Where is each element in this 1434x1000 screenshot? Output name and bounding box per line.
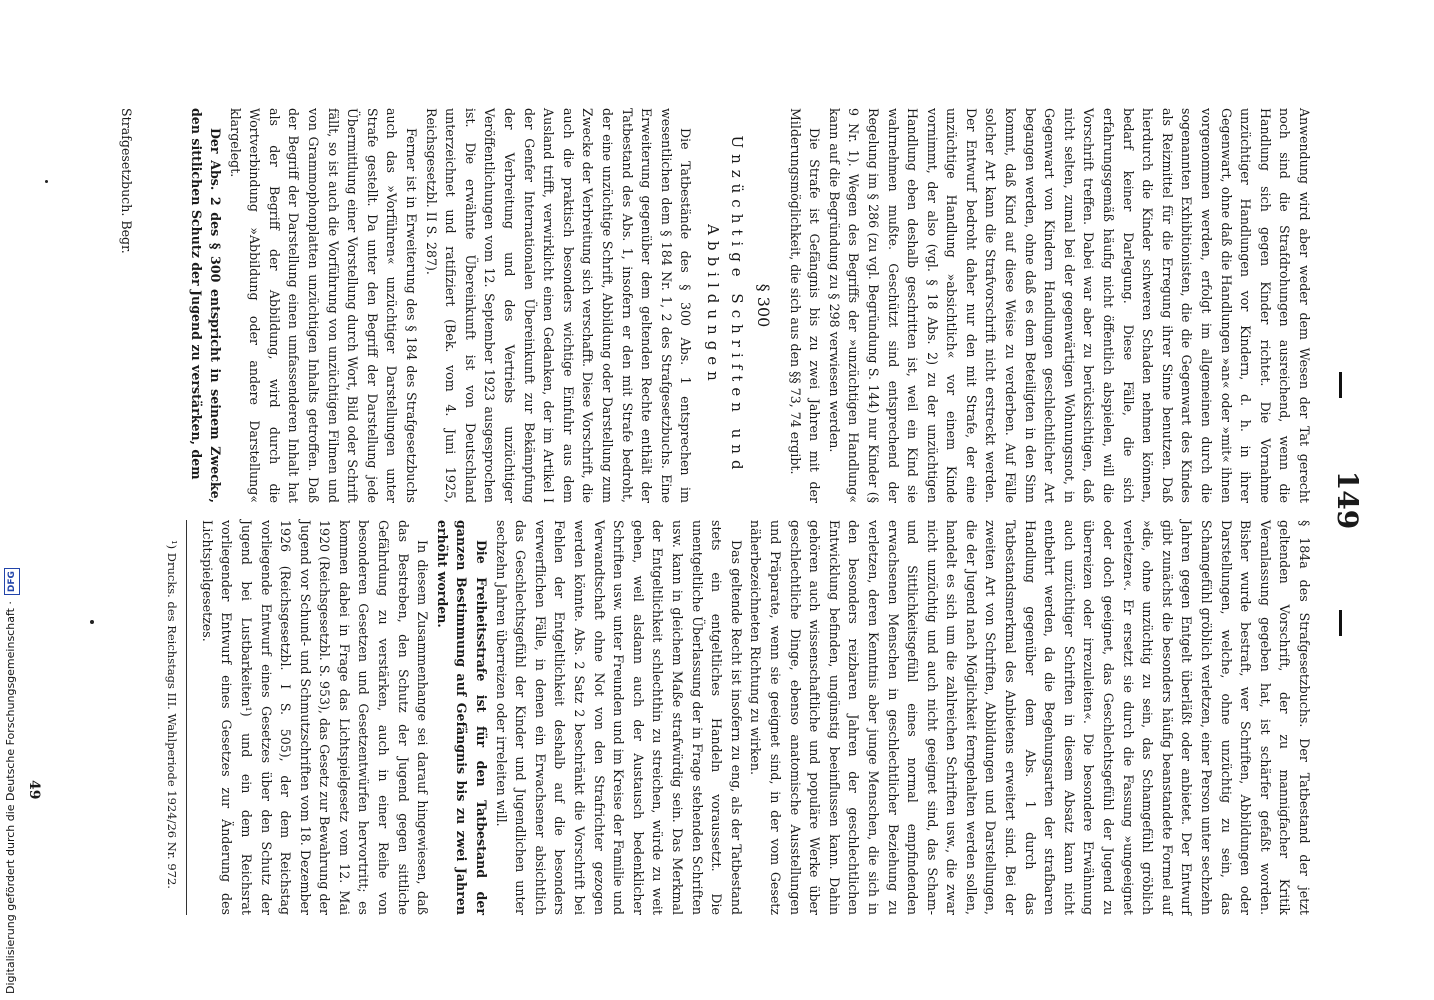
paragraph: Das geltende Recht ist insofern zu eng, als der Tatbestand stets ein entgeltliches Handeln voraussetzt. Die unentgeltliche Überlassung der in Frage stehenden Schriften usw. kann in gleichem Maße strafwürdig sein. Das Merkmal der Entgeltlichkeit schlechthin zu streichen, würde zu weit gehen, weil alsdann auch der Austausch bedenklicher Schriften usw. unter Freunden und im Kreise der Familie und Verwandtschaft ohne Not von den Strafrichter gezogen werden könnte. Abs. 2 Satz 2 beschränkt die Vorschrift bei Fehlen der Entgeltlichkeit deshalb auf die besonders verwerflichen Fälle, in denen ein Erwachsener absichtlich das Geschlechtsgefühl der Kinder und Jugendlichen unter sechzehn Jahren überreizen oder irreleiten will. [493, 520, 744, 915]
digitization-strip [0, 14, 22, 994]
sheet-number: 49 [26, 780, 42, 800]
right-column [164, 520, 1314, 915]
footnote: ¹) Drucks. des Reichstags III. Wahlperiode 1924/26 Nr. 972. [165, 540, 180, 889]
scan-speck [45, 180, 48, 183]
paragraph: Ferner ist in Erweiterung des § 184 des Strafgesetzbuchs auch das »Vorführen« unzüchtiger Darstellungen unter Strafe gestellt. Da unter den Begriff der Darstellung jede Übermittlung einer Vorstellung durch Wort, Bild oder Schrift fällt, so ist auch die Vorführung von unzüchtigen Filmen und von Grammophonplatten unzüchtigen Inhalts getroffen. Daß der Begriff der Darstellung einen umfassenderen Inhalt hat als der Begriff der Abbildung, wird durch die Wortverbindung »Abbildung oder andere Darstellung« klargelegt. [227, 108, 420, 503]
signature-line: Strafgesetzbuch. Begr. [119, 108, 134, 254]
footnote-rule [186, 520, 187, 915]
paragraph: Die Tatbestände des § 300 Abs. 1 entsprechen im wesentlichen dem § 184 Nr. 1, 2 des Strafgesetzbuchs. Eine Erweiterung gegenüber dem geltenden Rechte enthält der Tatbestand des Abs. 1, insofern er den mit Strafe bedroht, der eine unzüchtige Schrift, Abbildung oder Darstellung zum Zwecke der Verbreitung sich verschafft. Diese Vorschrift, die auch die praktisch besonders wichtige Einfuhr aus dem Ausland trifft, verwirklicht einen Gedanken, der im Artikel I der Genfer Internationalen Übereinkunft zur Bekämpfung der Verbreitung und des Vertriebs unzüchtiger Veröffentlichungen vom 12. September 1923 ausgesprochen ist. Die erwähnte Übereinkunft ist von Deutschland unterzeichnet und ratifiziert (Bek. vom 4. Juni 1925, Reichsgesetzbl. II S. 287). [423, 108, 694, 503]
paragraph: Anwendung wird aber weder dem Wesen der Tat gerecht noch sind die Strafdrohungen ausreichend, wenn die Handlung sich gegen Kinder richtet. Die Vornahme unzüchtiger Handlungen vor Kindern, d. h. in ihrer Gegenwart, ohne daß die Handlungen »an« oder »mit« ihnen vorgenommen werden, erfolgt im allgemeinen durch die sogenannten Exhibitionisten, die die Gegenwart des Kindes als Reizmittel für die Erregung ihrer Sinne benutzen. Daß hierdurch die Kinder schweren Schaden nehmen können, bedarf keiner Darlegung. Diese Fälle, die sich erfahrungsgemäß häufig nicht öffentlich abspielen, will die Vorschrift treffen. Dabei war aber zu berücksichtigen, daß nicht selten, zumal bei der gegenwärtigen Wohnungsnot, in Gegenwart von Kindern Handlungen geschlechtlicher Art begangen werden, ohne daß es dem Beteiligten in den Sinn kommt, daß Kind auf diese Weise zu verderben. Auf Fälle solcher Art kann die Strafvorschrift nicht erstreckt werden. Der Entwurf bedroht daher nur den mit Strafe, der eine unzüchtige Handlung »absichtlich« vor einem Kinde vornimmt, der also (vgl. § 18 Abs. 2) zu der unzüchtigen Handlung eben deshalb geschritten ist, weil ein Kind sie wahrnehmen mußte. Geschützt sind entsprechend der Regelung im § 286 (zu vgl. Begründung S. 144) nur Kinder (§ 9 Nr. 1). Wegen des Begriffs der »unzüchtigen Handlung« kann auf die Begründung zu § 298 verwiesen werden. [826, 108, 1312, 503]
section-number: § 300 [753, 283, 773, 328]
digitization-credit [4, 34, 20, 994]
page-number: 149 [1331, 470, 1364, 530]
paragraph: Die Strafe ist Gefängnis bis zu zwei Jahren mit der Milderungsmöglichkeit, die sich aus den §§ 73, 74 ergibt. [787, 108, 823, 503]
left-column [186, 108, 1314, 503]
dfg-logo: DFG [4, 568, 20, 595]
paragraph: Der Abs. 2 des § 300 entspricht in seinem Zwecke, den sittlichen Schutz der Jugend zu verstärken, dem [188, 108, 224, 503]
paragraph: In diesem Zusammenhange sei darauf hingewiesen, daß das Bestreben, den Schutz der Jugend gegen sittliche Gefährdung zu verstärken, auch in einer Reihe von besonderen Gesetzen und Gesetzentwürfen hervortritt; es kommen dabei in Frage das Lichtspielgesetz vom 12. Mai 1920 (Reichsgesetzbl. S. 953), das Gesetz zur Bewahrung der Jugend vor Schund- und Schmutzschriften vom 18. Dezember 1926 (Reichsgesetzbl. I S. 505), der dem Reichstag vorliegende Entwurf eines Gesetzes über den Schutz der Jugend bei Lustbarkeiten¹) und ein dem Reichsrat vorliegender Entwurf eines Gesetzes zur Änderung des Lichtspielgesetzes. [199, 520, 431, 915]
section-title: Unzüchtige Schriften und Abbildungen [704, 135, 747, 476]
header-dash-right [1339, 610, 1342, 636]
page-header [1324, 70, 1364, 930]
digitization-credit-text: Digitalisierung gefördert durch die Deutsche Forschungsgemeinschaft · [4, 601, 17, 994]
header-dash-left [1339, 372, 1342, 398]
scan-speck [90, 620, 94, 624]
paragraph: Die Freiheitsstrafe ist für den Tatbestand der ganzen Bestimmung auf Gefängnis bis zu zwei Jahren erhöht worden. [434, 520, 490, 915]
paragraph: § 184a des Strafgesetzbuchs. Der Tatbestand der jetzt geltenden Vorschrift, der zu mannigfacher Kritik Veranlassung gegeben hat, ist schärfer gefaßt worden. Bisher wurde bestraft, wer Schriften, Abbildungen oder Darstellungen, welche, ohne unzüchtig zu sein, das Schamgefühl gröblich verletzen, einer Person unter sechzehn Jahren gegen Entgelt überläßt oder anbietet. Der Entwurf gibt zunächst die besonders häufig beanstandete Formel auf »die, ohne unzüchtig zu sein, das Schamgefühl gröblich verletzen«. Er ersetzt sie durch die Fassung »ungeeignet oder doch geeignet, das Geschlechtsgefühl der Jugend zu überreizen oder irrezuleiten«. Die besondere Erwähnung auch unzüchtiger Schriften in diesem Absatz kann nicht entbehrt werden, da die Begehungsarten der strafbaren Handlung gegenüber dem Abs. 1 durch das Tatbestandsmerkmal des Anbietens erweitert sind. Bei der zweiten Art von Schriften, Abbildungen und Darstellungen, die der Jugend nach Möglichkeit ferngehalten werden sollen, handelt es sich um die zahlreichen Schriften usw., die zwar nicht unzüchtig und auch nicht geeignet sind, das Scham- und Sittlichkeitsgefühl eines normal empfindenden erwachsenen Menschen in geschlechtlicher Beziehung zu verletzen, deren Kenntnis aber junge Menschen, die sich in den besonders reizbaren Jahren der geschlechtlichen Entwicklung befinden, ungünstig beeinflussen kann. Dahin gehören auch wissenschaftliche und populäre Werke über geschlechtliche Dinge, ebenso anatomische Ausstellungen und Präparate, wenn sie geeignet sind, in der vom Gesetz näherbezeichneten Richtung zu wirken. [748, 520, 1312, 915]
